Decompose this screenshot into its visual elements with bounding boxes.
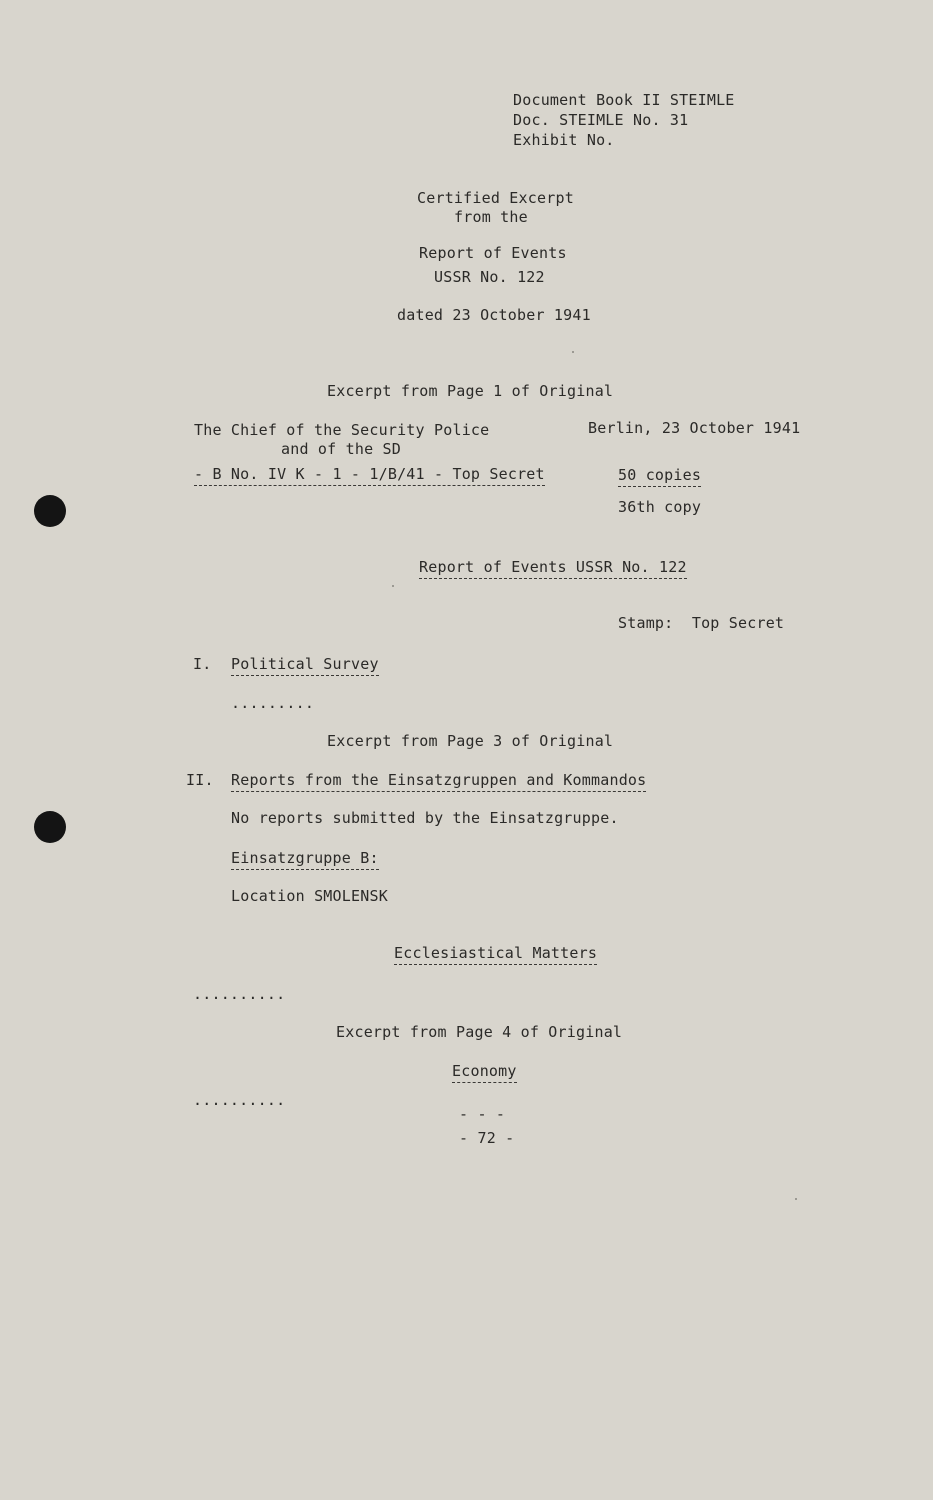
section-1-title: Political Survey (231, 654, 379, 676)
stamp-text: Stamp: Top Secret (618, 614, 785, 632)
location-text: Location SMOLENSK (231, 887, 388, 905)
section-2-title: Reports from the Einsatzgruppen and Kommandos (231, 770, 646, 792)
excerpt-page-4: Excerpt from Page 4 of Original (336, 1023, 623, 1041)
einsatzgruppe-heading: Einsatzgruppe B: (231, 848, 379, 870)
no-reports-text: No reports submitted by the Einsatzgruppe. (231, 809, 619, 827)
header-line-3: Exhibit No. (513, 131, 615, 149)
dots-row-2: .......... (193, 985, 286, 1003)
section-1-dots: ......... (231, 694, 315, 712)
punch-hole (34, 495, 66, 527)
title-dated: dated 23 October 1941 (397, 306, 591, 324)
economy-heading: Economy (452, 1061, 517, 1083)
excerpt-page-1: Excerpt from Page 1 of Original (327, 382, 614, 400)
punch-hole (34, 811, 66, 843)
title-line-4: USSR No. 122 (434, 268, 545, 286)
closing-dashes: - - - (459, 1105, 506, 1123)
speck (572, 351, 574, 353)
sender-line-2: and of the SD (281, 440, 401, 458)
place-date: Berlin, 23 October 1941 (588, 419, 801, 437)
dots-row-3: .......... (193, 1091, 286, 1109)
speck (392, 585, 394, 587)
page-number: - 72 - (459, 1129, 515, 1147)
copy-number: 36th copy (618, 498, 702, 516)
excerpt-page-3: Excerpt from Page 3 of Original (327, 732, 614, 750)
section-2-number: II. (186, 771, 214, 789)
title-line-3: Report of Events (419, 244, 567, 262)
sender-reference: - B No. IV K - 1 - 1/B/41 - Top Secret (194, 464, 545, 486)
title-line-1: Certified Excerpt (417, 189, 574, 207)
header-line-2: Doc. STEIMLE No. 31 (513, 111, 689, 129)
speck (795, 1198, 797, 1200)
ecclesiastical-heading: Ecclesiastical Matters (394, 943, 597, 965)
report-title: Report of Events USSR No. 122 (419, 557, 687, 579)
copies-count: 50 copies (618, 465, 701, 487)
sender-line-1: The Chief of the Security Police (194, 421, 490, 439)
section-1-number: I. (193, 655, 212, 673)
header-line-1: Document Book II STEIMLE (513, 91, 735, 109)
title-line-2: from the (454, 208, 528, 226)
